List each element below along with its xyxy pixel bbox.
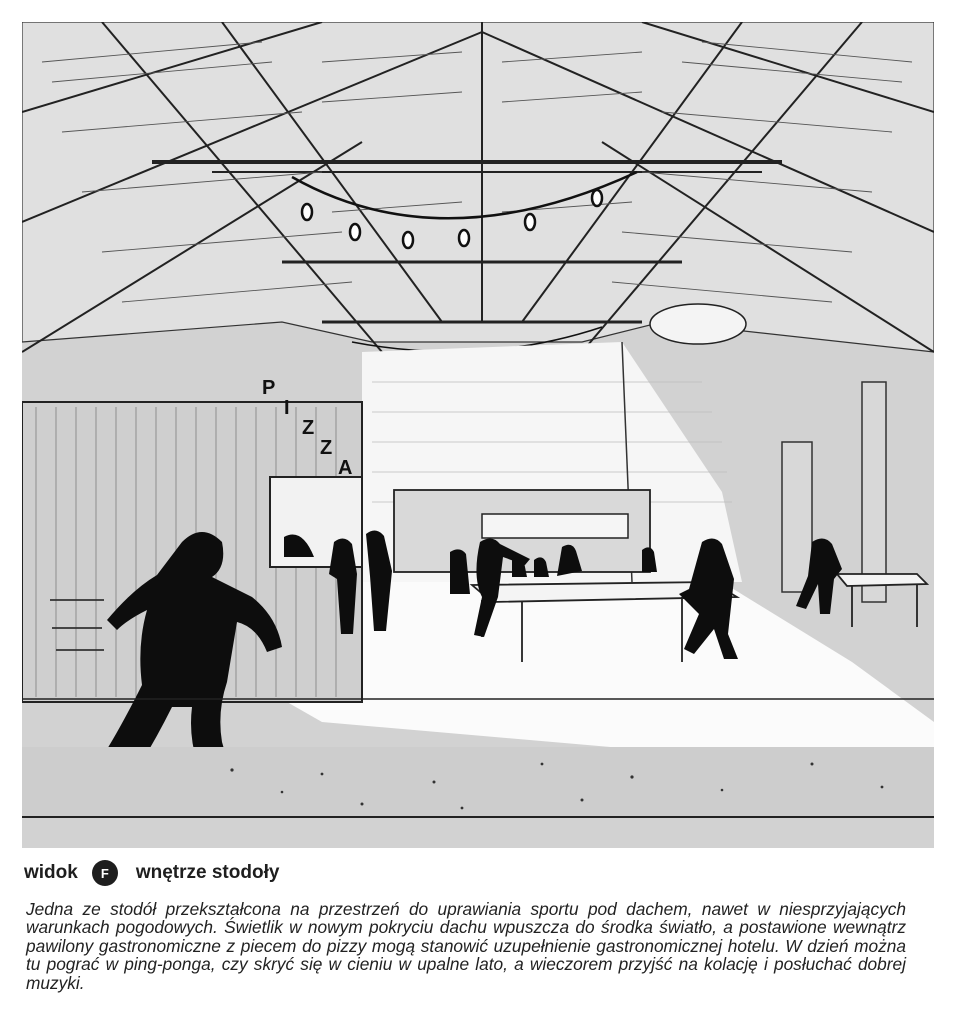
sign-letter: A [338, 457, 353, 479]
skylight [650, 304, 746, 344]
description-text: Jedna ze stodół przekształcona na przestrzeń do uprawiania sportu pod dachem, nawet w niesprzyjających warunkach pogodowych. Świetlik w nowym pokryciu dachu wpuszcza do środka światło, a postawione wewnątrz pawilony gastronomiczne z piecem do pizzy mogą stanowić uzupełnienie gastronomicznej hotelu. W dzień można tu pograć w ping-ponga, czy skryć się w cieniu w upalne lato, a wieczorem przyjść na kolację i posłuchać dobrej muzyki. [26, 899, 906, 993]
view-badge: F [92, 860, 118, 886]
caption-title: wnętrze stodoły [135, 862, 280, 883]
sign-letter: Z [320, 437, 333, 459]
sign-letter: Z [302, 417, 315, 439]
caption-label: widok [24, 862, 78, 883]
barn-interior-illustration [22, 22, 934, 848]
caption-row [24, 858, 279, 888]
sign-letter: P [262, 377, 276, 399]
sign-letter: I [284, 397, 290, 419]
